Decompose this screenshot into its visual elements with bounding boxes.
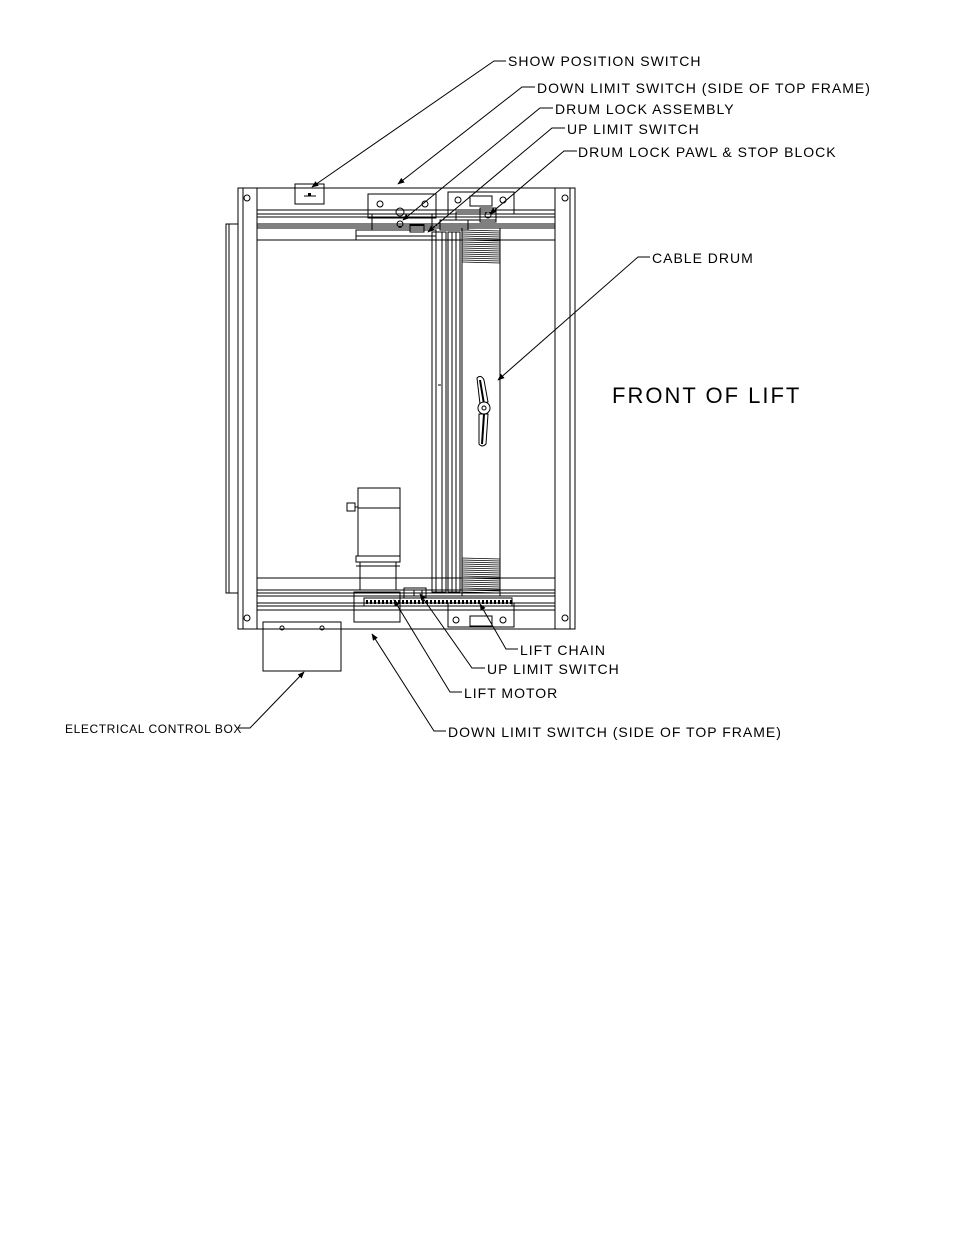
show-position-switch (295, 184, 324, 204)
label-down-limit-switch-bottom: DOWN LIMIT SWITCH (SIDE OF TOP FRAME) (448, 724, 782, 740)
callout-labels (65, 53, 871, 740)
label-down-limit-switch-top: DOWN LIMIT SWITCH (SIDE OF TOP FRAME) (537, 80, 871, 96)
label-drum-lock-assembly: DRUM LOCK ASSEMBLY (555, 101, 735, 117)
diagram-title: FRONT OF LIFT (612, 383, 802, 408)
lift-motor (347, 488, 400, 622)
lift-frame (226, 188, 575, 629)
label-lift-motor: LIFT MOTOR (464, 685, 559, 701)
label-lift-chain: LIFT CHAIN (520, 642, 606, 658)
cable-drum (462, 228, 500, 596)
label-drum-lock-pawl: DRUM LOCK PAWL & STOP BLOCK (578, 144, 837, 160)
label-electrical-control-box: ELECTRICAL CONTROL BOX (65, 722, 243, 736)
label-up-limit-switch-bottom: UP LIMIT SWITCH (487, 661, 620, 677)
label-show-position-switch: SHOW POSITION SWITCH (508, 53, 702, 69)
label-cable-drum: CABLE DRUM (652, 250, 754, 266)
guide-channels (432, 232, 460, 592)
electrical-control-box (263, 622, 341, 671)
leader-lines (238, 61, 650, 731)
label-up-limit-switch-top: UP LIMIT SWITCH (567, 121, 700, 137)
